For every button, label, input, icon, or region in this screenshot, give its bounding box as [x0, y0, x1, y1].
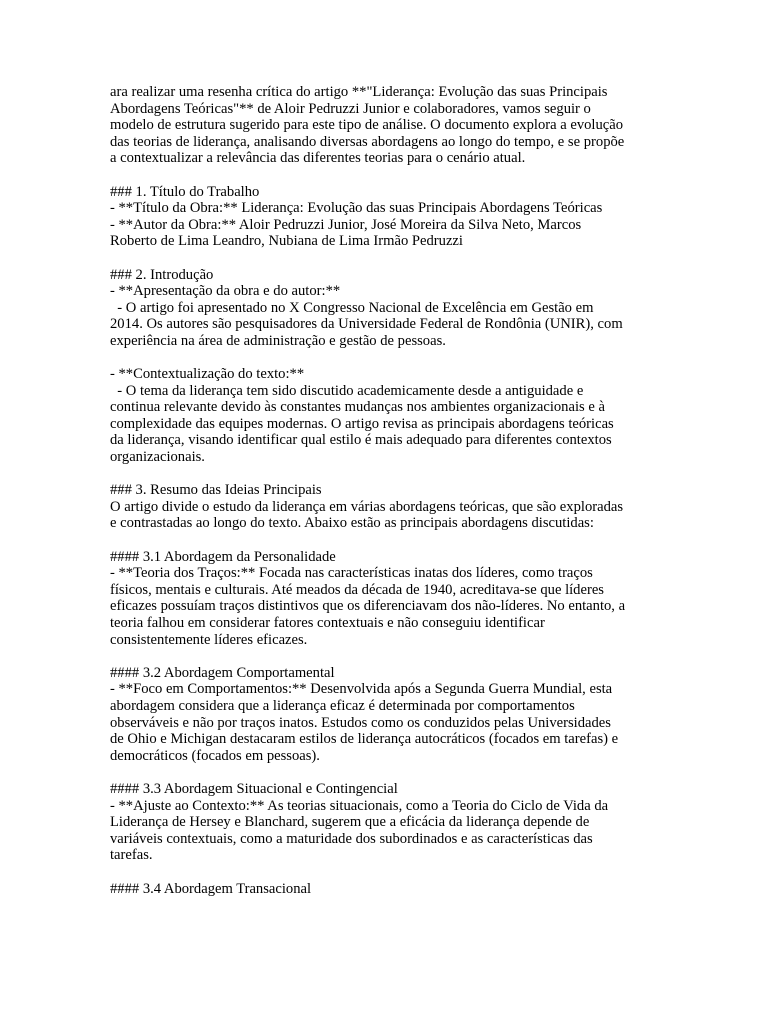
document-paragraph — [110, 184, 666, 250]
document-page — [110, 84, 666, 914]
text-line: #### 3.3 Abordagem Situacional e Contingencial — [110, 780, 398, 797]
text-line: abordagem considera que a liderança eficaz é determinada por comportamentos — [110, 697, 575, 714]
text-line: - **Ajuste ao Contexto:** As teorias situacionais, como a Teoria do Ciclo de Vida da — [110, 797, 609, 814]
text-line: organizacionais. — [110, 449, 205, 466]
text-line: ### 3. Resumo das Ideias Principais — [110, 482, 322, 499]
text-line: experiência na área de administração e gestão de pessoas. — [110, 332, 446, 349]
text-line: 2014. Os autores são pesquisadores da Universidade Federal de Rondônia (UNIR), com — [110, 316, 623, 333]
text-line: - O artigo foi apresentado no X Congresso Nacional de Excelência em Gestão em — [110, 299, 594, 316]
document-paragraph — [110, 781, 666, 864]
text-line: - **Título da Obra:** Liderança: Evolução das suas Principais Abordagens Teóricas — [110, 200, 603, 217]
text-line: - **Contextualização do texto:** — [110, 366, 305, 383]
text-line: variáveis contextuais, como a maturidade dos subordinados e as características das — [110, 830, 593, 847]
text-line: #### 3.1 Abordagem da Personalidade — [110, 548, 336, 565]
text-line: eficazes possuíam traços distintivos que os diferenciavam dos não-líderes. No entanto, a — [110, 598, 626, 615]
text-line: - **Teoria dos Traços:** Focada nas características inatas dos líderes, como traços — [110, 565, 593, 582]
text-line: - **Foco em Comportamentos:** Desenvolvida após a Segunda Guerra Mundial, esta — [110, 681, 613, 698]
document-paragraph — [110, 549, 666, 649]
text-line: da liderança, visando identificar qual estilo é mais adequado para diferentes contextos — [110, 432, 612, 449]
text-line: ara realizar uma resenha crítica do artigo **"Liderança: Evolução das suas Principais — [110, 84, 608, 100]
text-line: Roberto de Lima Leandro, Nubiana de Lima Irmão Pedruzzi — [110, 233, 463, 250]
text-line: complexidade das equipes modernas. O artigo revisa as principais abordagens teóricas — [110, 415, 614, 432]
text-line: O artigo divide o estudo da liderança em várias abordagens teóricas, que são exploradas — [110, 498, 624, 515]
text-line: observáveis e não por traços inatos. Estudos como os conduzidos pelas Universidades — [110, 714, 611, 731]
text-line: Abordagens Teóricas"** de Aloir Pedruzzi Junior e colaboradores, vamos seguir o — [110, 100, 591, 117]
text-line: - **Autor da Obra:** Aloir Pedruzzi Junior, José Moreira da Silva Neto, Marcos — [110, 216, 582, 233]
text-line: tarefas. — [110, 847, 153, 864]
document-paragraph — [110, 366, 666, 466]
text-line: consistentemente líderes eficazes. — [110, 631, 308, 648]
text-line: das teorias de liderança, analisando diversas abordagens ao longo do tempo, e se propõe — [110, 133, 625, 150]
text-line: #### 3.2 Abordagem Comportamental — [110, 664, 335, 681]
text-line: ### 1. Título do Trabalho — [110, 183, 260, 200]
text-line: modelo de estrutura sugerido para este tipo de análise. O documento explora a evolução — [110, 117, 624, 134]
document-paragraph — [110, 881, 666, 898]
text-line: #### 3.4 Abordagem Transacional — [110, 880, 312, 897]
text-line: Liderança de Hersey e Blanchard, sugerem que a eficácia da liderança depende de — [110, 814, 590, 831]
text-line: e contrastadas ao longo do texto. Abaixo estão as principais abordagens discutidas: — [110, 515, 594, 532]
document-paragraph — [110, 665, 666, 765]
text-line: teoria falhou em considerar fatores contextuais e não conseguiu identificar — [110, 615, 545, 631]
document-paragraph — [110, 84, 666, 167]
text-line: a contextualizar a relevância das diferentes teorias para o cenário atual. — [110, 150, 526, 167]
text-line: físicos, mentais e culturais. Até meados da década de 1940, acreditava-se que líderes — [110, 581, 604, 598]
text-line: continua relevante devido às constantes mudanças nos ambientes organizacionais e à — [110, 399, 605, 416]
text-line: - O tema da liderança tem sido discutido academicamente desde a antiguidade e — [110, 382, 584, 399]
text-line: ### 2. Introdução — [110, 266, 214, 283]
text-line: democráticos (focados em pessoas). — [110, 747, 320, 764]
document-paragraph — [110, 482, 666, 532]
text-line: de Ohio e Michigan destacaram estilos de liderança autocráticos (focados em tarefas) e — [110, 731, 619, 748]
text-line: - **Apresentação da obra e do autor:** — [110, 283, 341, 300]
document-paragraph — [110, 267, 666, 350]
